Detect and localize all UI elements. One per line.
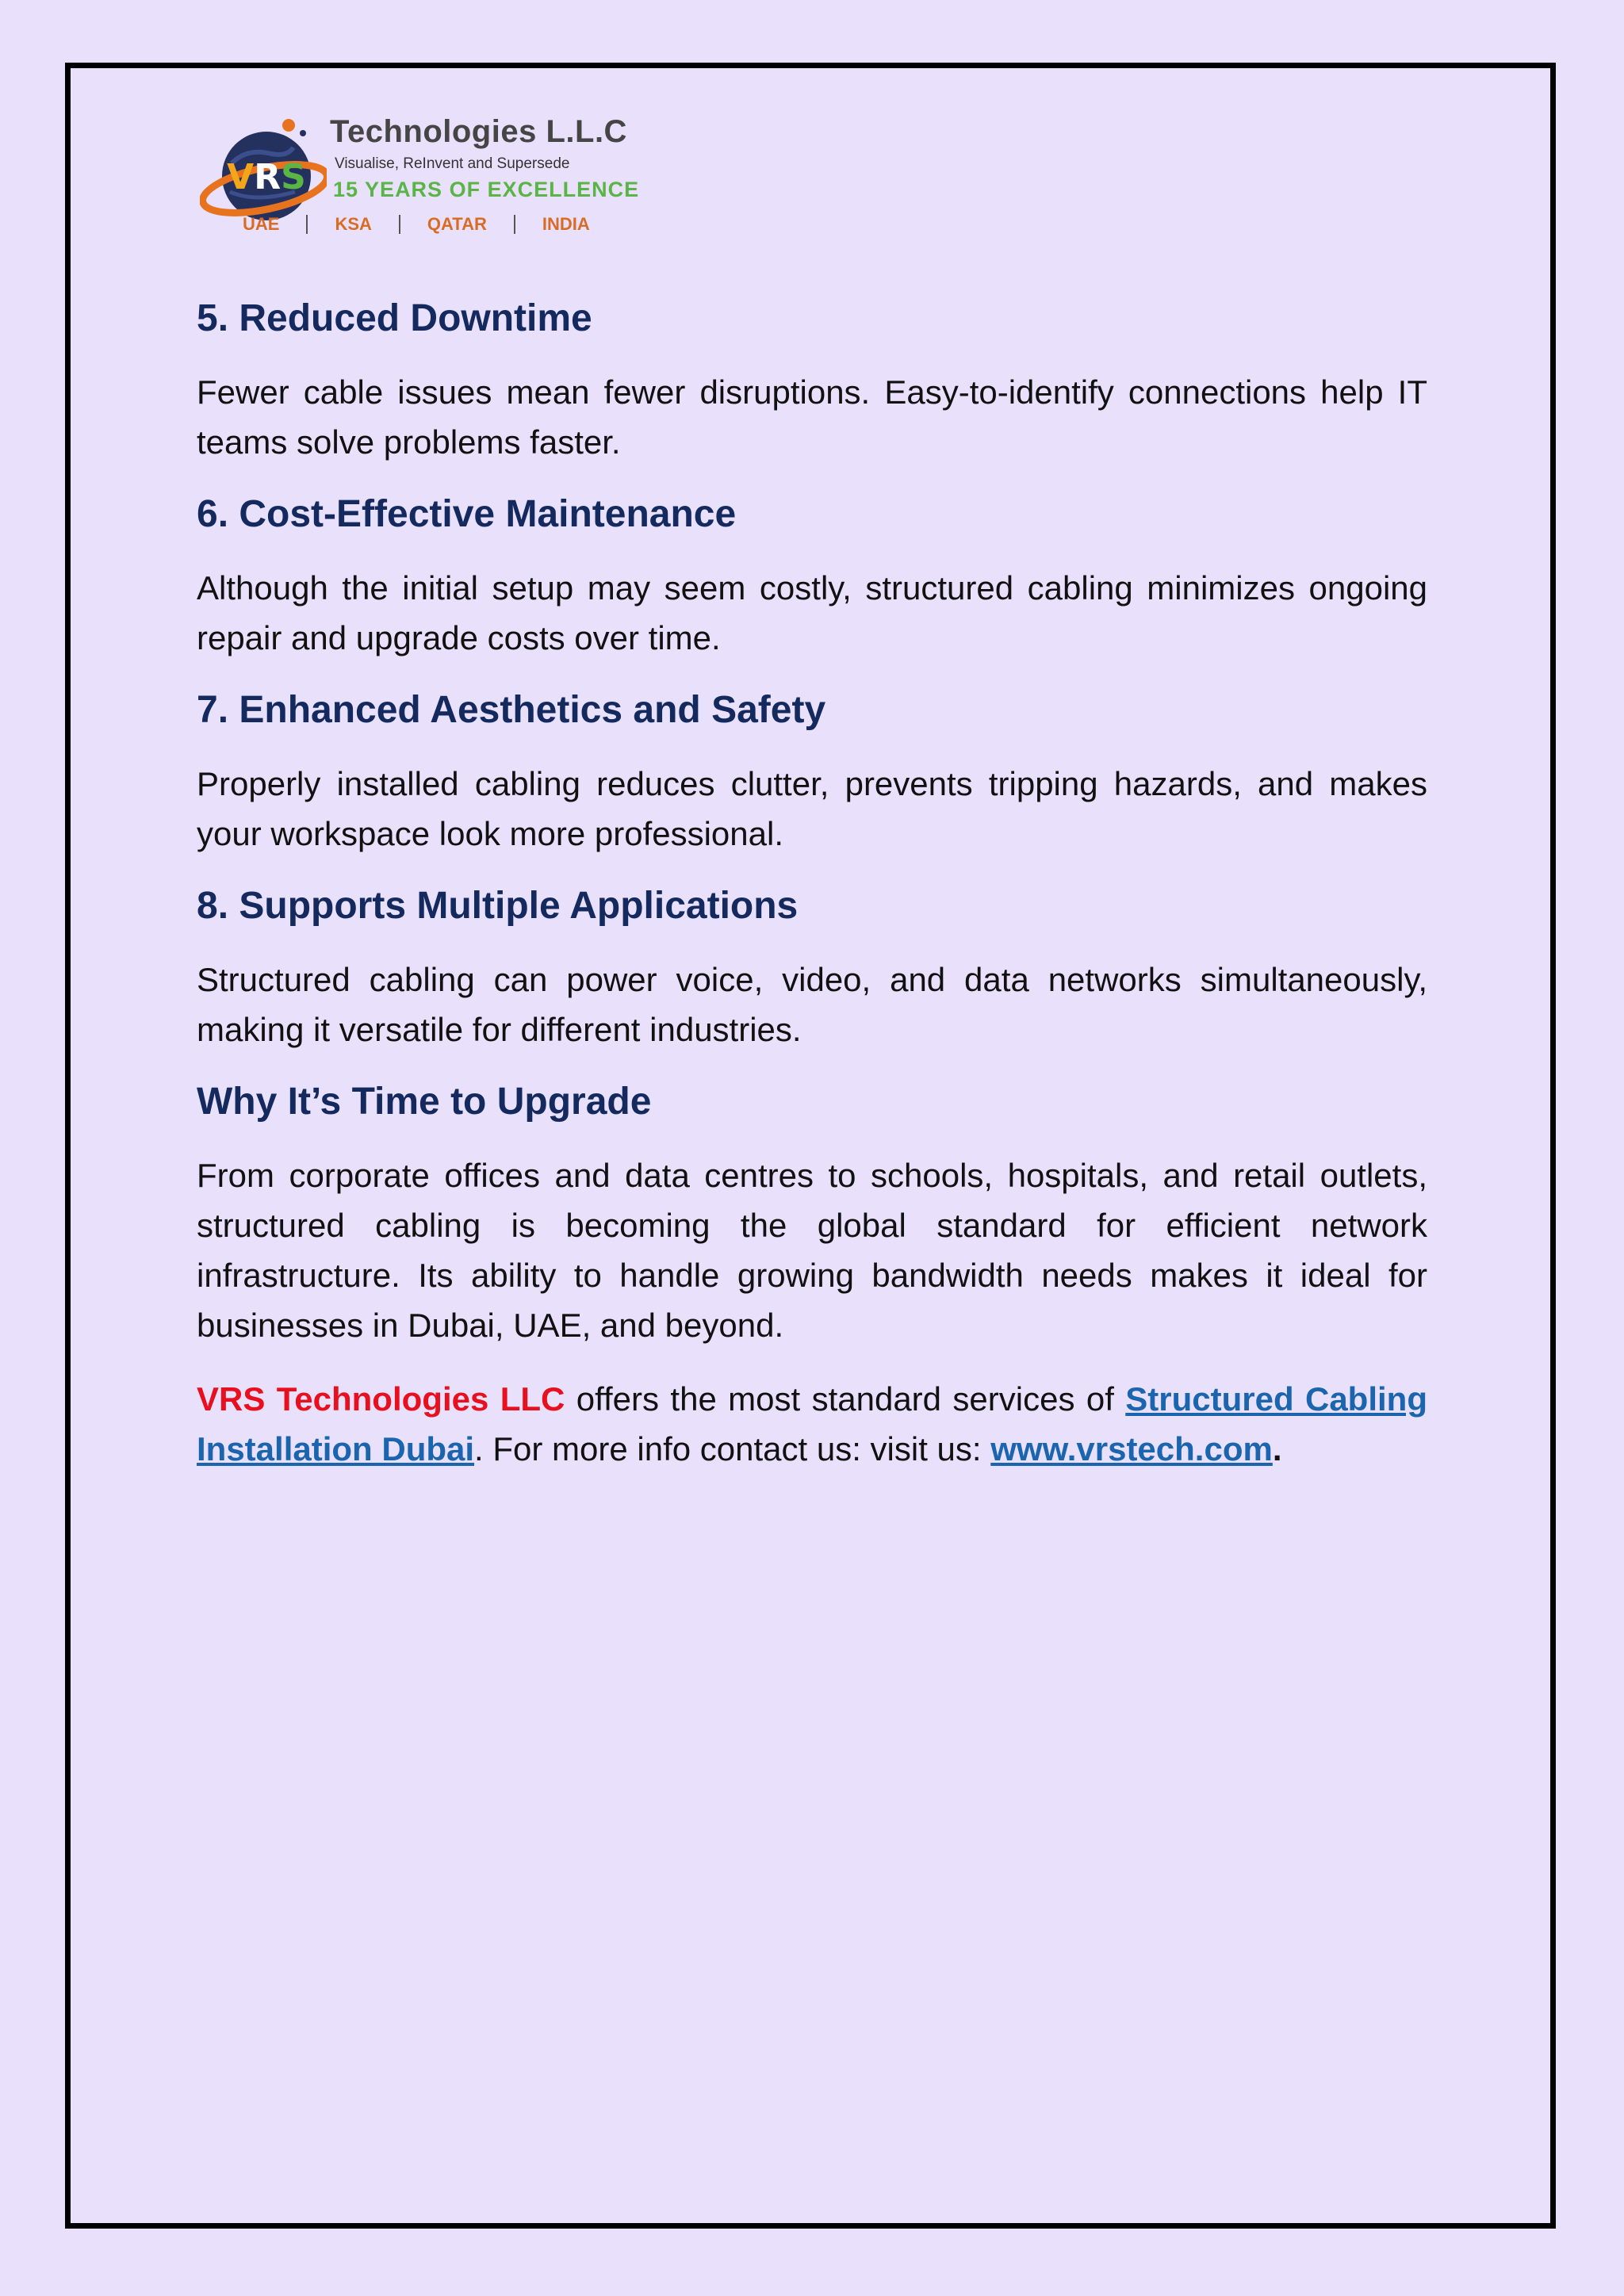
closing-text: offers the most standard services of (565, 1380, 1126, 1418)
logo-company-name: Technologies L.L.C (330, 114, 627, 149)
country-qatar: QATAR (427, 214, 487, 234)
section-aesthetics-safety (197, 687, 1427, 859)
country-india: INDIA (542, 214, 590, 234)
section-heading: Why It’s Time to Upgrade (197, 1081, 652, 1123)
section-heading: 7. Enhanced Aesthetics and Safety (197, 689, 826, 731)
section-heading: 8. Supports Multiple Applications (197, 885, 799, 927)
section-body: Structured cabling can power voice, video, and data networks simultaneously, making it versatile for different industries. (197, 961, 1427, 1048)
website-link[interactable]: www.vrstech.com (990, 1430, 1273, 1468)
section-multiple-applications (197, 882, 1427, 1054)
logo-country-list (243, 214, 617, 235)
closing-period: . (1272, 1430, 1282, 1468)
section-heading: 6. Cost-Effective Maintenance (197, 493, 737, 535)
country-uae: UAE (243, 214, 280, 234)
section-heading: 5. Reduced Downtime (197, 297, 592, 339)
company-logo (200, 108, 644, 243)
section-why-upgrade (197, 1078, 1427, 1350)
section-body: Although the initial setup may seem costly, structured cabling minimizes ongoing repair and upgrade costs over time. (197, 569, 1427, 656)
section-body: Fewer cable issues mean fewer disruptions. Easy-to-identify connections help IT teams solve problems faster. (197, 373, 1427, 461)
section-reduced-downtime (197, 295, 1427, 467)
country-ksa: KSA (335, 214, 372, 234)
document-content (197, 295, 1427, 1474)
section-cost-effective-maintenance (197, 491, 1427, 663)
logo-tagline: Visualise, ReInvent and Supersede (335, 155, 570, 172)
logo-excellence-badge: 15 YEARS OF EXCELLENCE (333, 178, 640, 201)
closing-text: . For more info contact us: visit us: (474, 1430, 991, 1468)
brand-name: VRS Technologies LLC (197, 1380, 565, 1418)
section-body: From corporate offices and data centres to schools, hospitals, and retail outlets, structured cabling is becoming the global standard for efficient network infrastructure. Its ability to handle growing bandwidth needs makes it ideal for businesses in Dubai, UAE, and beyond. (197, 1157, 1427, 1344)
section-body: Properly installed cabling reduces clutter, prevents tripping hazards, and makes your workspace look more professional. (197, 765, 1427, 852)
closing-paragraph (197, 1374, 1427, 1474)
svg-text:VRS: VRS (227, 157, 306, 197)
service-link[interactable]: Structured Cabling Installation Dubai (197, 1380, 1427, 1468)
